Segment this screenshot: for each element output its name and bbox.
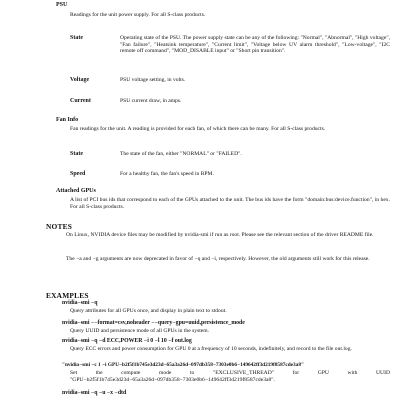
fan-state-description: The state of the fan, either "NORMAL" or "FAILED". — [120, 151, 242, 157]
gpus-heading: Attached GPUs — [56, 188, 96, 194]
example-description: Query attributes for all GPUs once, and display in plain text to stdout. — [70, 308, 227, 314]
example-command: nvidia−smi −q −u −x −dtd — [62, 390, 127, 396]
fan-heading: Fan Info — [56, 117, 79, 123]
psu-state-label: State — [70, 35, 83, 41]
example-description: Query ECC errors and power consumption for GPU 0 at a frequency of 10 seconds, indefinitely, and record to the file out.log. — [70, 346, 352, 352]
psu-description: Readings for the unit power supply. For all S-class products. — [70, 12, 206, 18]
notes-heading: NOTES — [46, 222, 73, 231]
fan-description: Fan readings for the unit. A reading is provided for each fan, of which there can be many. For all S-class products. — [70, 126, 326, 132]
example-command: nvidia−smi −q −d ECC,POWER −i 0 −l 10 −f out.log — [62, 338, 192, 344]
psu-voltage-description: PSU voltage setting, in volts. — [120, 77, 186, 83]
gpus-description: A list of PCI bus ids that correspond to each of the GPUs attached to the unit. The bus ids have the form "domain:bus:device.function", in hex. For all S-class products. — [70, 197, 390, 210]
psu-state-description: Operating state of the PSU. The power supply state can be any of the following: "Normal", "Abnormal", "High voltage", "Fan failure", "Heatsink temperature", "Current limit", "Voltage below UV alarm threshold", "Low-voltage", "I2C remote off command", "MOD_DISABLE input" or "Short pin transition". — [120, 35, 390, 55]
example-description: Query UUID and persistence mode of all GPUs in the system. — [70, 328, 210, 334]
notes-paragraph-2: The −a and −g arguments are now deprecated in favor of −q and −i, respectively. However, the old arguments still work for this release. — [66, 256, 370, 262]
fan-speed-label: Speed — [70, 171, 86, 177]
notes-paragraph-1: On Linux, NVIDIA device files may be modified by nvidia-smi if run as root. Please see the relevant section of the driver README file. — [66, 232, 374, 238]
example-description: Set the compute mode to "EXCLUSIVE_THREAD" for GPU with UUID "GPU−b2f5f1b745e3d23d−65a3a26d−097db358−7303e0b6−149642ff3d219f8587cde3a8". — [70, 370, 390, 383]
example-command: nvidia−smi −q — [62, 300, 98, 306]
psu-current-description: PSU current draw, in amps. — [120, 98, 182, 104]
examples-heading: EXAMPLES — [46, 291, 89, 300]
psu-current-label: Current — [70, 98, 91, 104]
fan-speed-description: For a healthy fan, the fan's speed in RPM. — [120, 171, 214, 177]
psu-voltage-label: Voltage — [70, 77, 90, 83]
fan-state-label: State — [70, 151, 83, 157]
example-command: nvidia−smi −−format=csv,noheader −−query−gpu=uuid,persistence_mode — [62, 320, 245, 326]
example-command: "nvidia−smi −c 1 −i GPU−b2f5f1b745e3d23d−65a3a26d−097db358−7303e0b6−149642ff3d219f8587cde3a8" — [62, 362, 304, 368]
psu-heading: PSU — [56, 2, 68, 8]
